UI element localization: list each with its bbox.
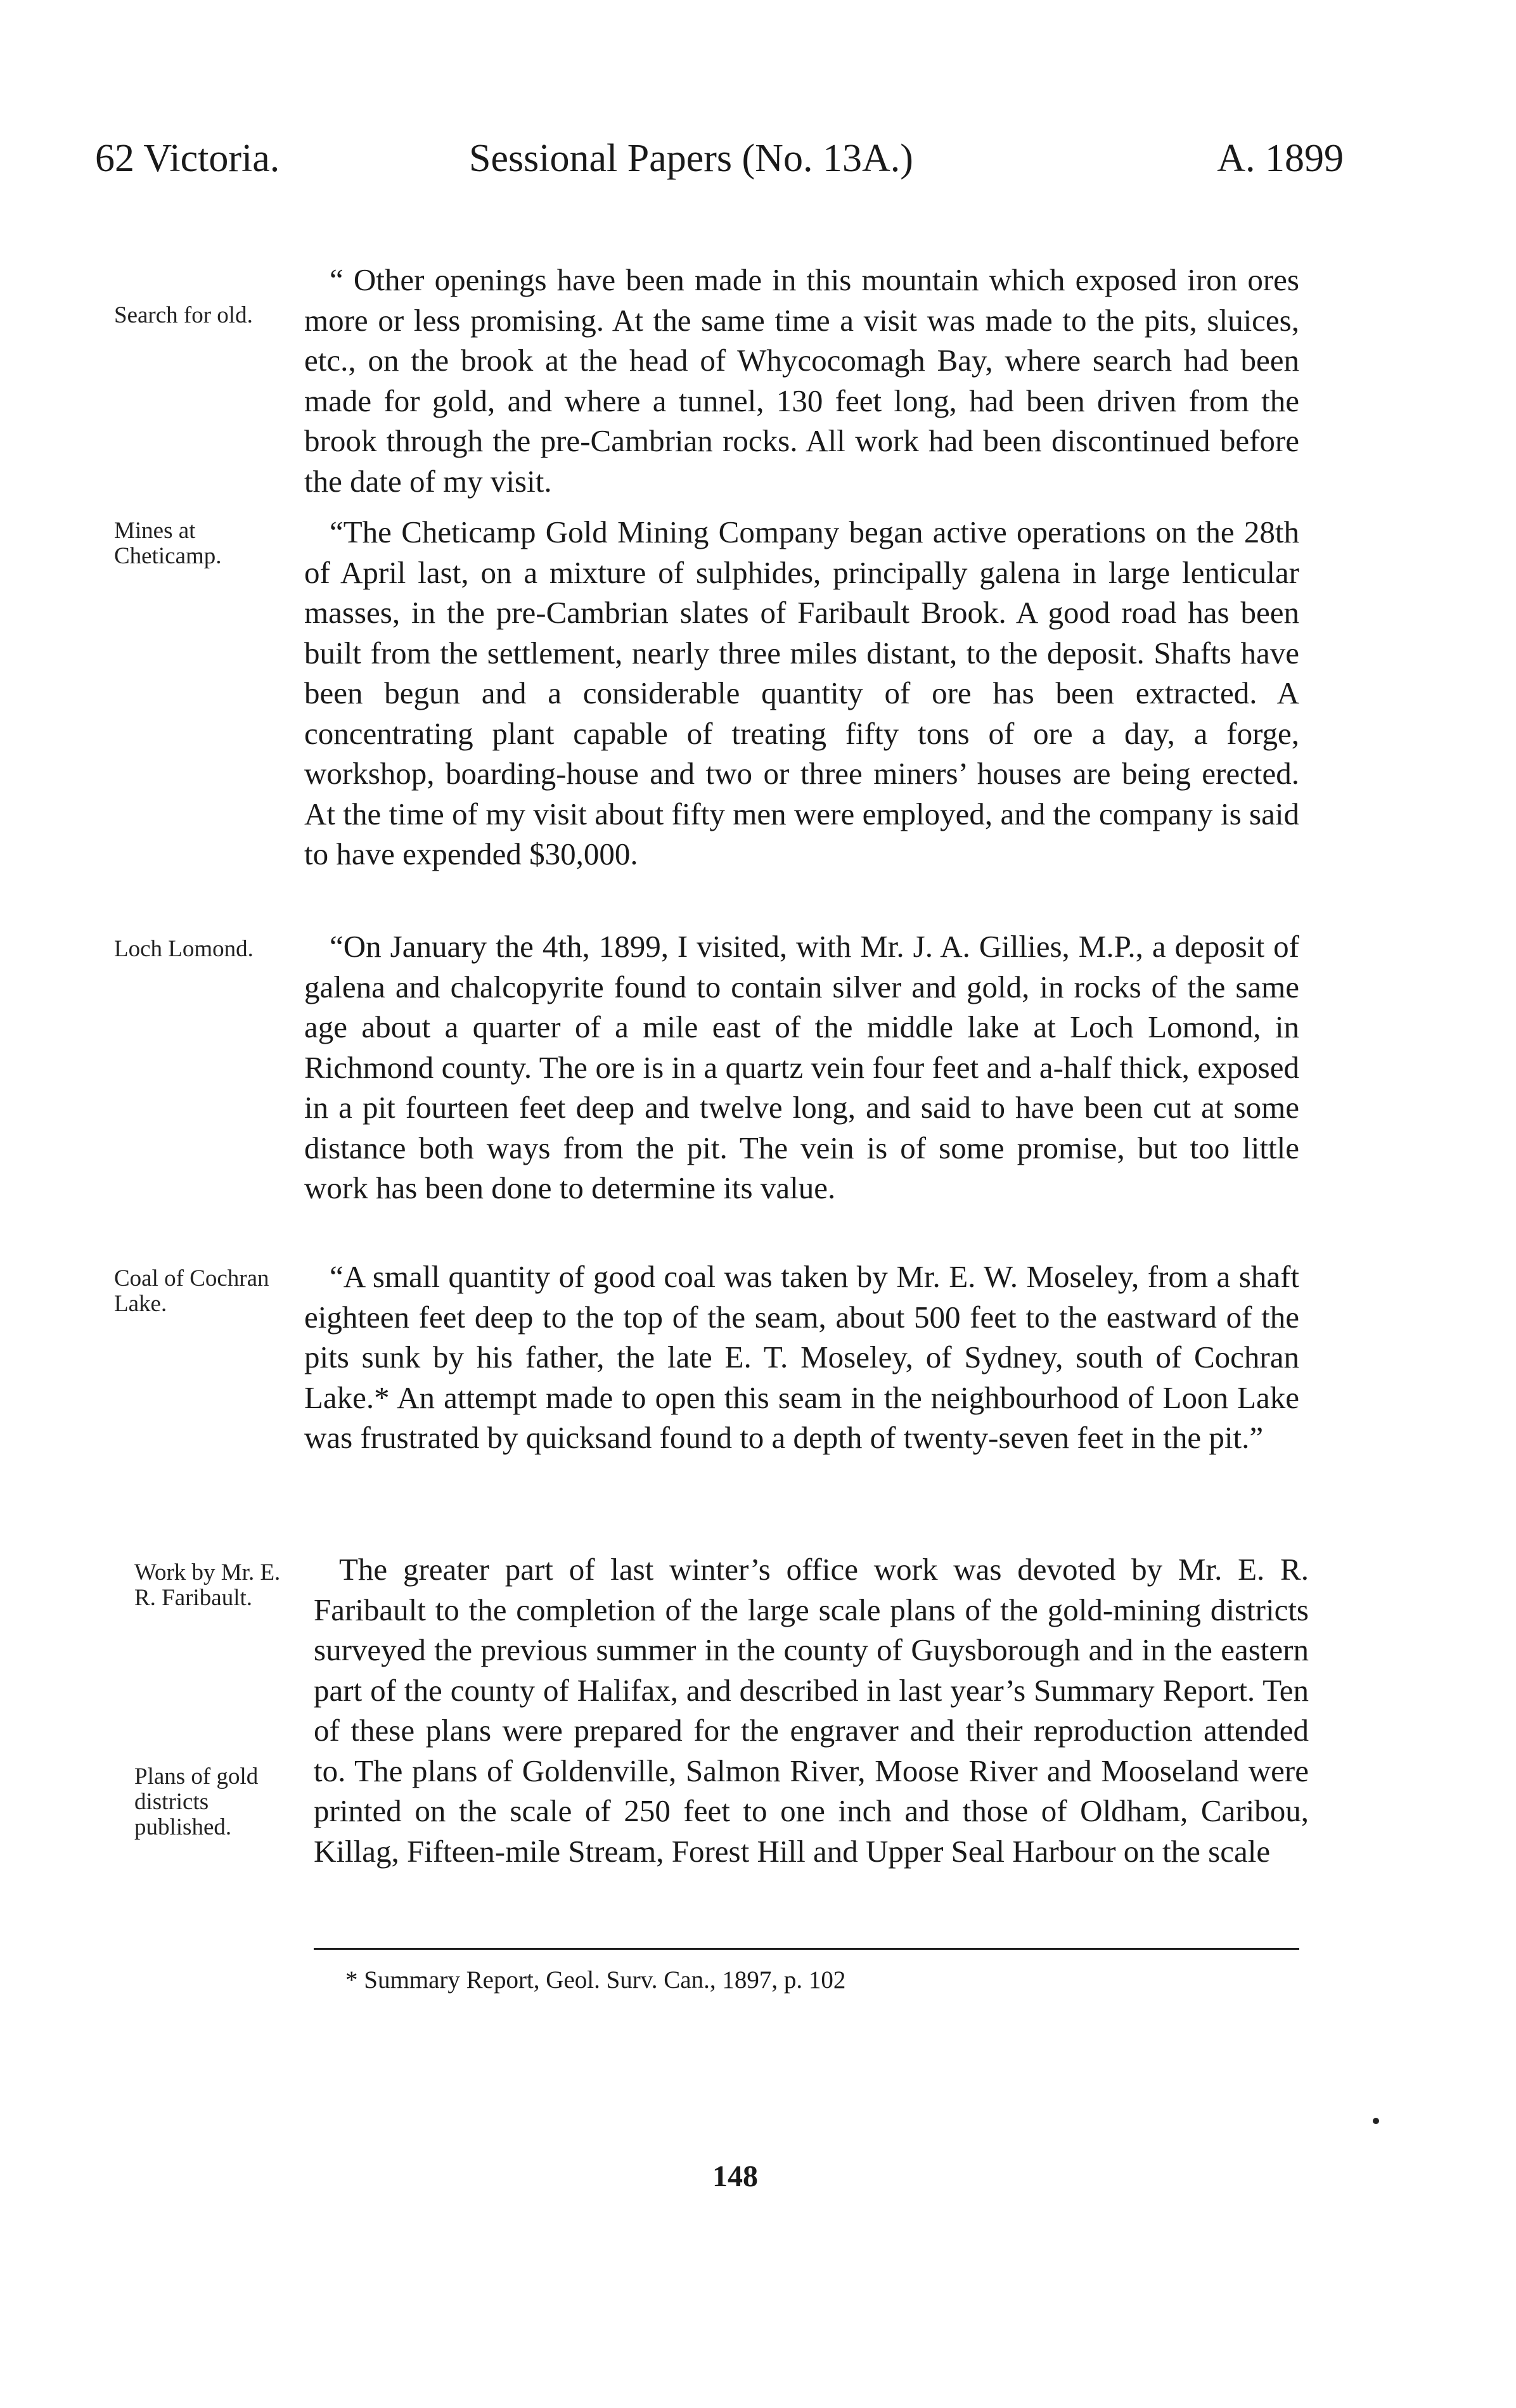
paragraph-other-openings: “ Other openings have been made in this mountain which exposed iron ores more or less promising. At the same time a visit was made to the pits, sluices, etc., on the brook at the head of Whycocomagh Bay, where search had been made for gold, and where a tunnel, 130 feet long, had been driven from the brook through the pre-Cambrian rocks. All work had been discontinued before the date of my visit.: [304, 262, 1299, 499]
paragraph-faribault-office-work: The greater part of last winter’s office work was devoted by Mr. E. R. Faribault to the completion of the large scale plans of the gold-mining districts surveyed the previous summer in the county of Guysborough and in the eastern part of the county of Halifax, and described in last year’s Summary Report. Ten of these plans were prepared for the engraver and their reproduction attended to. The plans of Goldenville, Salmon River, Moose River and Mooseland were printed on the scale of 250 feet to one inch and those of Oldham, Caribou, Killag, Fifteen-mile Stream, Forest Hill and Upper Seal Harbour on the scale: [314, 1552, 1309, 1869]
margin-note-plans-published: Plans of gold districts published.: [134, 1764, 259, 1840]
margin-note-search-gold: Search for old.: [114, 302, 253, 328]
paragraph-loch-lomond-visit: “On January the 4th, 1899, I visited, with Mr. J. A. Gillies, M.P., a deposit of galena and chalcopyrite found to contain silver and gold, in rocks of the same age about a quarter of a mile east of the middle lake at Loch Lomond, in Richmond county. The ore is in a quartz vein four feet and a-half thick, exposed in a pit fourteen feet deep and twelve long, and said to have been cut at some distance both ways from the pit. The vein is of some promise, but too little work has been done to determine its value.: [304, 929, 1299, 1205]
ink-speck: [1373, 2118, 1379, 2124]
header-year: A. 1899: [1217, 137, 1344, 180]
page-number: 148: [712, 2160, 758, 2193]
footnote: * Summary Report, Geol. Surv. Can., 1897, p. 102: [345, 1966, 846, 1994]
paragraph-cheticamp-company: “The Cheticamp Gold Mining Company began active operations on the 28th of April last, on a mixture of sulphides, principally galena in large lenticular masses, in the pre-Cambrian slates of Faribault Brook. A good road has been built from the settlement, nearly three miles distant, to the deposit. Shafts have been begun and a considerable quantity of ore has been extracted. A concentrating plant capable of treating fifty tons of ore a day, a forge, workshop, boarding-house and two or three miners’ houses are being erected. At the time of my visit about fifty men were employed, and the company is said to have expended $30,000.: [304, 515, 1299, 871]
margin-note-mines-cheticamp: Mines at Cheticamp.: [114, 518, 222, 569]
margin-note-work-faribault: Work by Mr. E. R. Faribault.: [134, 1559, 281, 1611]
footnote-rule: [314, 1948, 1299, 1950]
header-volume: 62 Victoria.: [95, 137, 280, 180]
margin-note-coal-cochran: Coal of Cochran Lake.: [114, 1265, 269, 1317]
margin-note-loch-lomond: Loch Lomond.: [114, 936, 254, 962]
paragraph-coal-cochran-lake: “A small quantity of good coal was taken by Mr. E. W. Moseley, from a shaft eighteen feet deep to the top of the seam, about 500 feet to the eastward of the pits sunk by his father, the late E. T. Moseley, of Sydney, south of Cochran Lake.* An attempt made to open this seam in the neighbourhood of Loon Lake was frustrated by quicksand found to a depth of twenty-seven feet in the pit.”: [304, 1259, 1299, 1455]
header-title: Sessional Papers (No. 13A.): [469, 137, 913, 180]
running-header: [95, 130, 1344, 187]
